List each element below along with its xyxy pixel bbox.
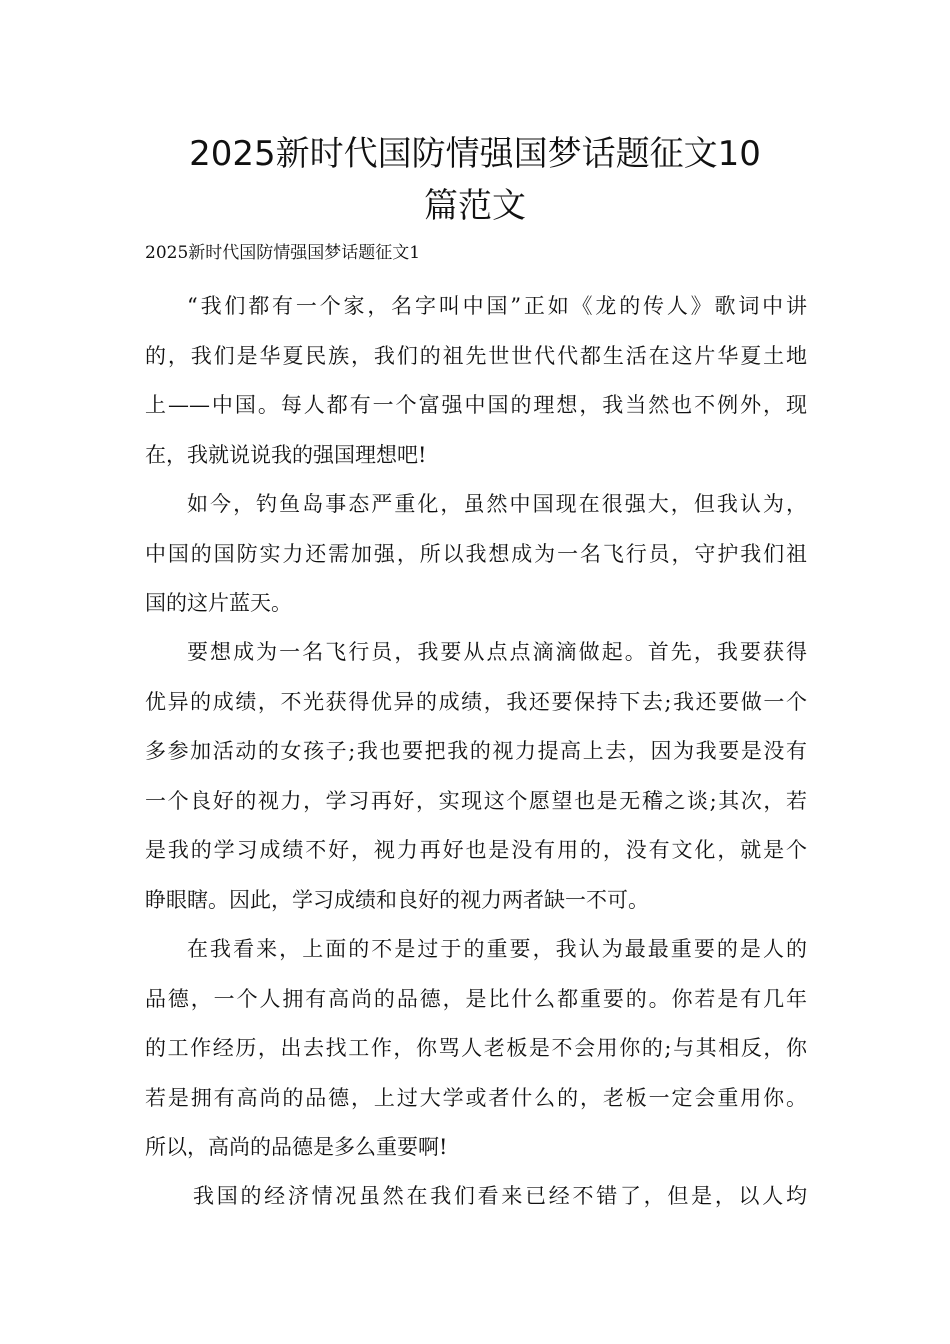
paragraph-line: 要想成为一名飞行员，我要从点点滴滴做起。首先，我要获得 <box>187 640 807 664</box>
document-title <box>110 128 840 232</box>
paragraph-line: 所以，高尚的品德是多么重要啊! <box>145 1135 448 1159</box>
title-line-2: 篇范文 <box>424 186 526 226</box>
paragraph-line: 若是拥有高尚的品德，上过大学或者什么的，老板一定会重用你。 <box>145 1085 807 1110</box>
paragraph-line: 的，我们是华夏民族，我们的祖先世世代代都生活在这片华夏土地 <box>145 343 807 368</box>
paragraph-line: 品德，一个人拥有高尚的品德，是比什么都重要的。你若是有几年 <box>145 986 807 1011</box>
paragraph-line: 睁眼瞎。因此，学习成绩和良好的视力两者缺一不可。 <box>145 887 649 912</box>
paragraph-line: 优异的成绩，不光获得优异的成绩，我还要保持下去;我还要做一个 <box>145 689 807 714</box>
paragraph-3 <box>145 628 807 925</box>
paragraph-line: 国的这片蓝天。 <box>145 591 292 615</box>
paragraph-line: 中国的国防实力还需加强，所以我想成为一名飞行员，守护我们祖 <box>145 541 807 566</box>
paragraph-line: “我们都有一个家，名字叫中国”正如《龙的传人》歌词中讲 <box>187 294 807 318</box>
section-heading: 2025新时代国防情强国梦话题征文1 <box>145 243 421 263</box>
paragraph-line: 在我看来，上面的不是过于的重要，我认为最最重要的是人的 <box>187 937 807 961</box>
paragraph-1 <box>145 282 807 480</box>
paragraph-line: 上——中国。每人都有一个富强中国的理想，我当然也不例外，现 <box>145 393 807 417</box>
paragraph-2 <box>145 480 807 629</box>
paragraph-line: 一个良好的视力，学习再好，实现这个愿望也是无稽之谈;其次，若 <box>145 788 807 813</box>
paragraph-5 <box>145 1172 807 1222</box>
paragraph-line: 多参加活动的女孩子;我也要把我的视力提高上去，因为我要是没有 <box>145 739 807 763</box>
paragraph-4 <box>145 925 807 1173</box>
paragraph-line: 在，我就说说我的强国理想吧! <box>145 442 427 467</box>
title-line-1: 2025新时代国防情强国梦话题征文10 <box>189 134 761 174</box>
paragraph-line: 是我的学习成绩不好，视力再好也是没有用的，没有文化，就是个 <box>145 838 807 862</box>
paragraph-line: 我国的经济情况虽然在我们看来已经不错了，但是，以人均 <box>193 1184 807 1208</box>
paragraph-line: 的工作经历，出去找工作，你骂人老板是不会用你的;与其相反，你 <box>145 1036 807 1060</box>
paragraph-line: 如今，钓鱼岛事态严重化，虽然中国现在很强大，但我认为， <box>187 492 807 516</box>
